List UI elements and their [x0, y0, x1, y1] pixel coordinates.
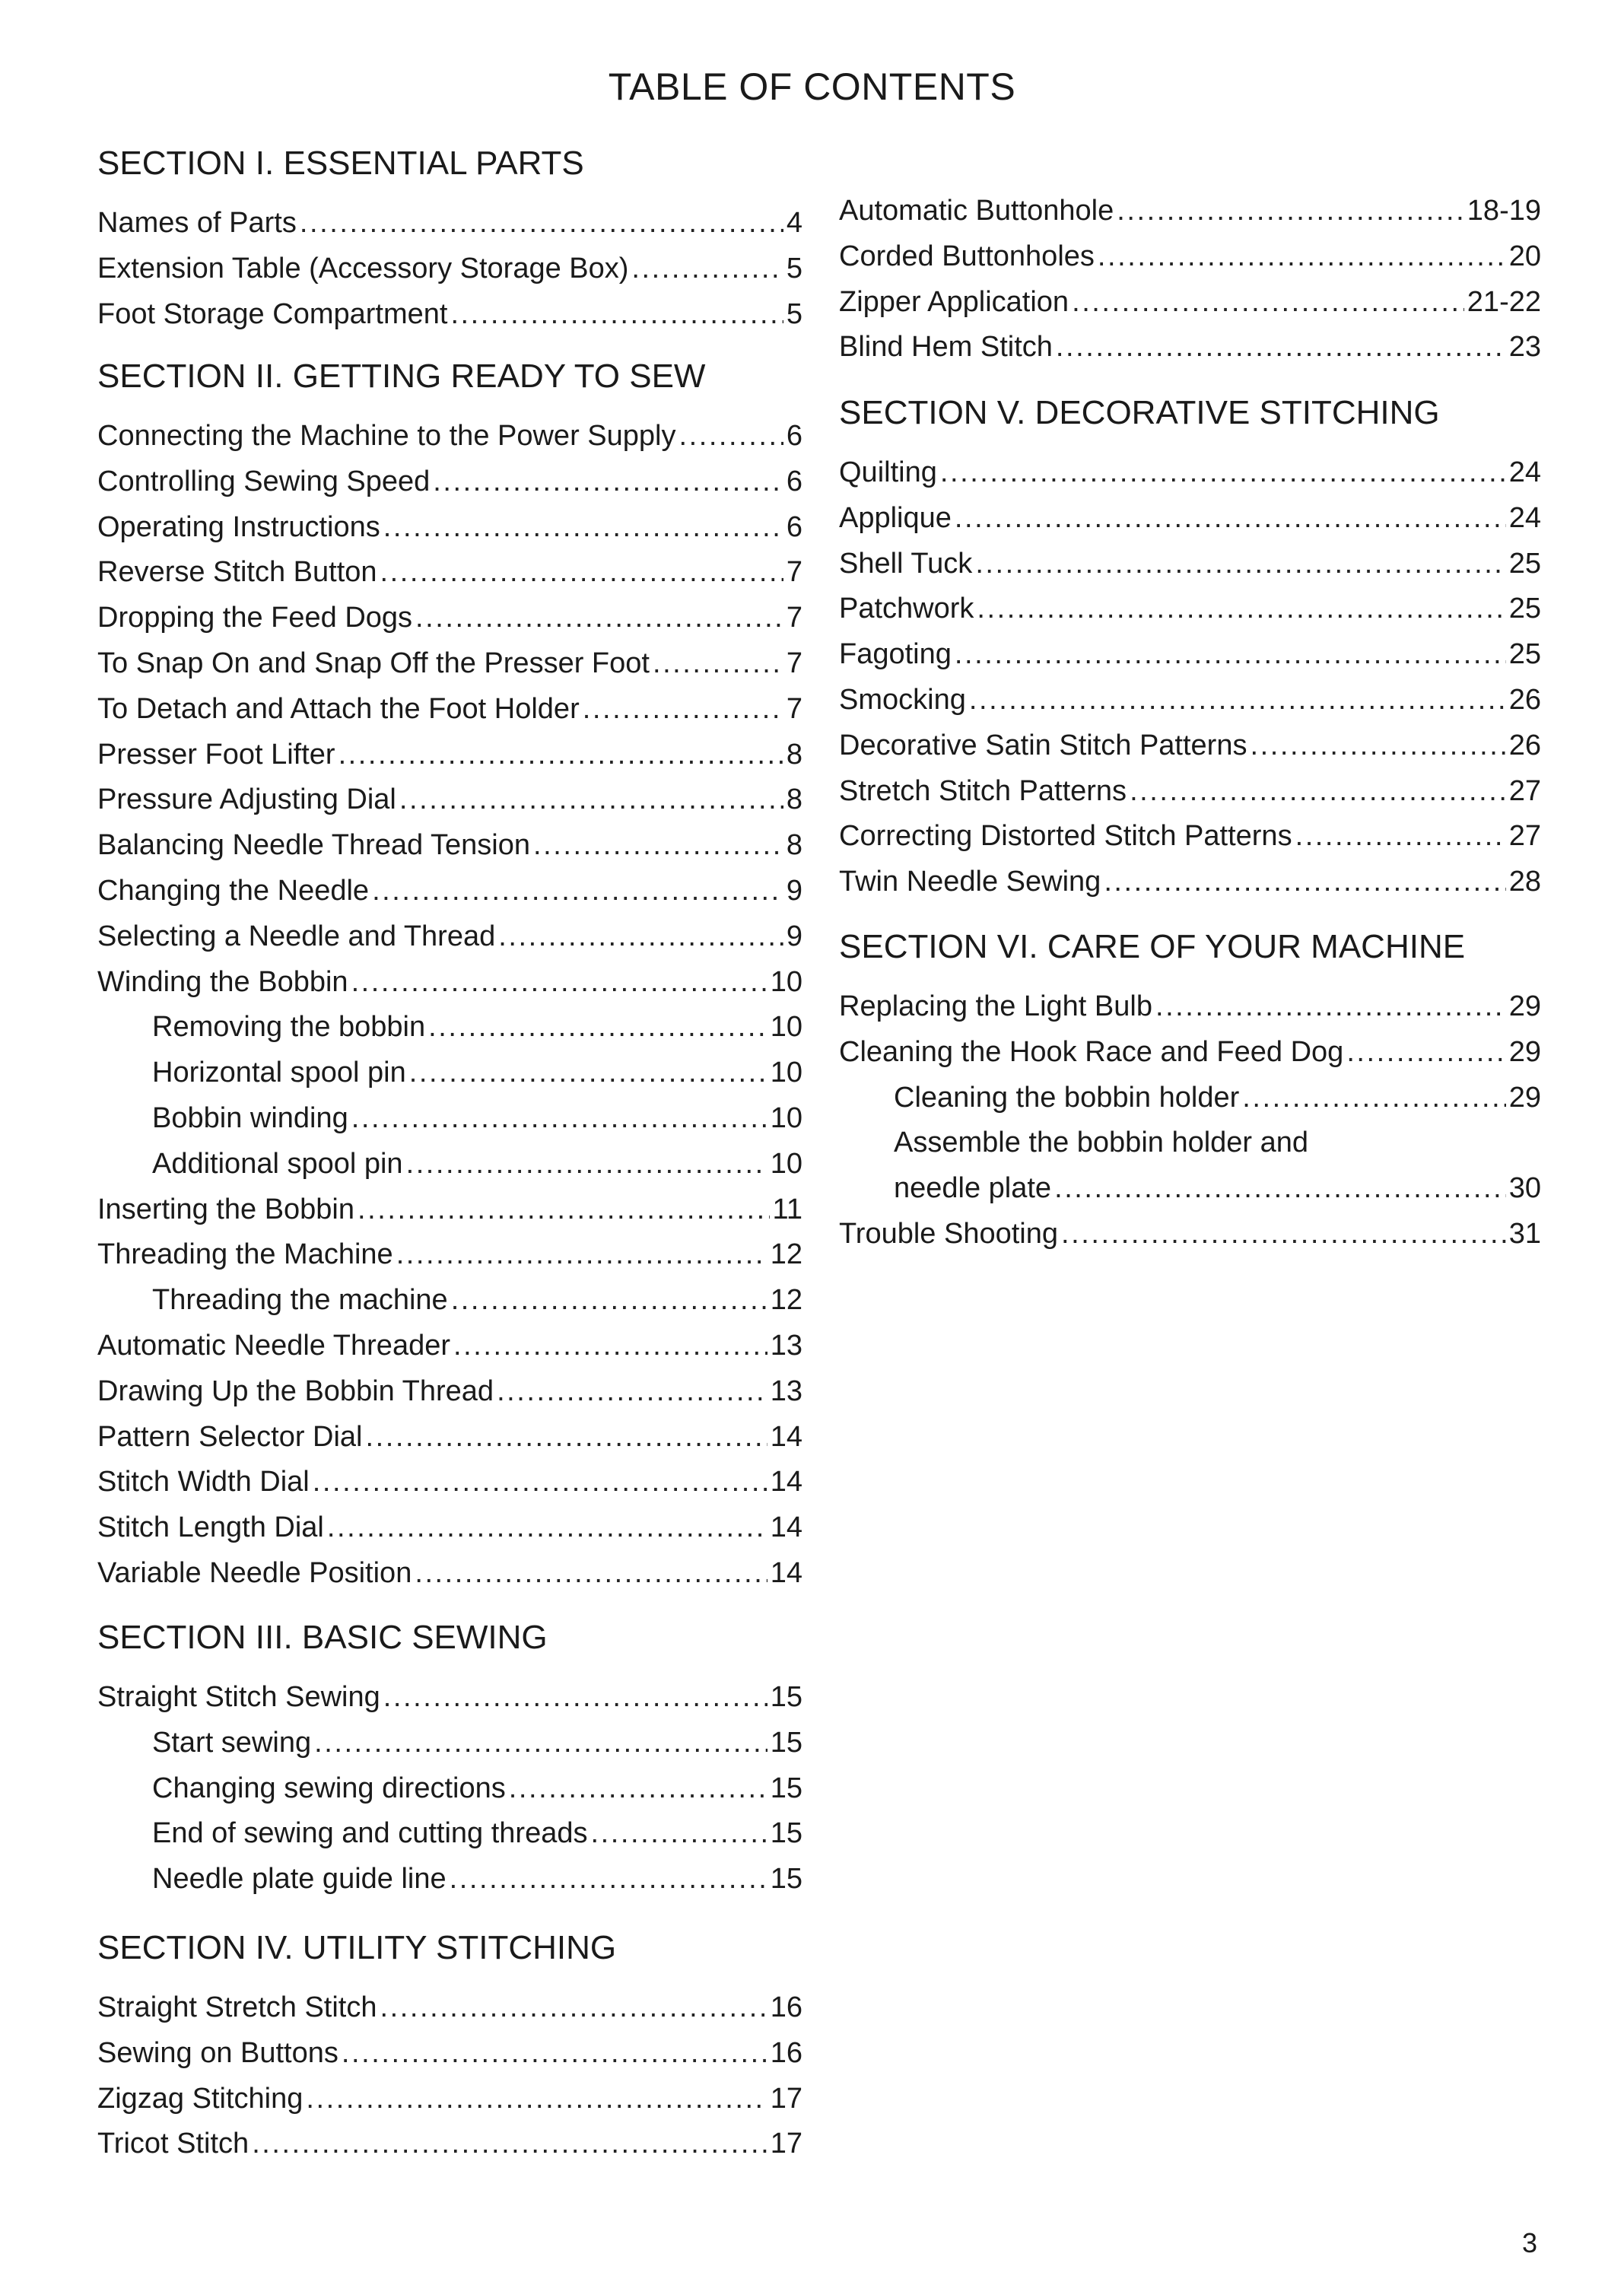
- toc-entry-label: Cleaning the bobbin holder: [894, 1082, 1240, 1114]
- toc-entry-page: 17: [770, 2083, 802, 2115]
- toc-entry-label: To Snap On and Snap Off the Presser Foot: [97, 647, 650, 679]
- toc-entry-label: Pattern Selector Dial: [97, 1421, 363, 1453]
- toc-entry-label: needle plate: [894, 1172, 1052, 1204]
- dot-leader: [252, 2125, 768, 2163]
- toc-entry[interactable]: [97, 295, 802, 333]
- toc-entry-label: Operating Instructions: [97, 511, 380, 543]
- toc-entry-page: 20: [1508, 240, 1541, 272]
- toc-entry-label: Winding the Bobbin: [97, 966, 348, 998]
- toc-entry-page: 15: [770, 1727, 802, 1759]
- toc-entry[interactable]: [97, 204, 802, 242]
- toc-entry-page: 14: [770, 1511, 802, 1543]
- toc-entry[interactable]: [839, 772, 1541, 810]
- toc-entry[interactable]: [97, 1724, 802, 1762]
- toc-entry-label: Sewing on Buttons: [97, 2037, 338, 2069]
- toc-entry-label: To Detach and Attach the Foot Holder: [97, 693, 580, 725]
- toc-entry[interactable]: [839, 453, 1541, 491]
- toc-entry-page: 25: [1508, 593, 1541, 625]
- dot-leader: [366, 1418, 768, 1456]
- toc-entry-page: 26: [1508, 684, 1541, 716]
- toc-entry-label: Zigzag Stitching: [97, 2083, 304, 2115]
- toc-entry[interactable]: [97, 1463, 802, 1501]
- toc-entry-page: 10: [770, 1102, 802, 1134]
- toc-entry-label: Changing sewing directions: [152, 1772, 506, 1804]
- toc-entry-page: 27: [1508, 775, 1541, 807]
- toc-entry[interactable]: [839, 590, 1541, 628]
- toc-entry-page: 24: [1508, 502, 1541, 534]
- dot-leader: [338, 736, 783, 774]
- toc-entry[interactable]: [97, 1054, 802, 1092]
- dot-leader: [450, 295, 783, 333]
- toc-entry-page: 8: [786, 783, 802, 815]
- toc-entry[interactable]: [839, 863, 1541, 901]
- toc-entry-page: 29: [1508, 990, 1541, 1022]
- toc-entry[interactable]: [97, 2034, 802, 2072]
- toc-entry[interactable]: [839, 987, 1541, 1025]
- toc-entry[interactable]: [97, 1099, 802, 1137]
- dot-leader: [380, 1988, 768, 2026]
- dot-leader: [415, 1554, 767, 1592]
- toc-entry-label: Quilting: [839, 456, 937, 488]
- section-heading: SECTION III. BASIC SEWING: [97, 1619, 548, 1656]
- toc-entry-page: 31: [1508, 1218, 1541, 1250]
- dot-leader: [498, 917, 783, 955]
- toc-entry-label: Removing the bobbin: [152, 1011, 426, 1043]
- toc-entry[interactable]: [97, 1508, 802, 1546]
- toc-entry[interactable]: [839, 1169, 1541, 1207]
- toc-entry-label: Zipper Application: [839, 286, 1069, 318]
- dot-leader: [380, 553, 783, 591]
- toc-entry-label: Straight Stretch Stitch: [97, 1991, 377, 2023]
- toc-entry[interactable]: [839, 283, 1541, 321]
- toc-entry[interactable]: [97, 1235, 802, 1273]
- toc-entry-label: Extension Table (Accessory Storage Box): [97, 253, 629, 284]
- toc-entry-label: Stretch Stitch Patterns: [839, 775, 1127, 807]
- toc-entry-page: 12: [770, 1284, 802, 1316]
- toc-entry-page: 10: [770, 1148, 802, 1180]
- toc-entry[interactable]: [97, 690, 802, 728]
- toc-entry[interactable]: [97, 508, 802, 546]
- toc-entry-page: 10: [770, 966, 802, 998]
- toc-entry[interactable]: [97, 872, 802, 910]
- dot-leader: [969, 681, 1506, 719]
- page-title: TABLE OF CONTENTS: [608, 65, 1016, 108]
- dot-leader: [314, 1724, 768, 1762]
- toc-entry-label: Assemble the bobbin holder and: [894, 1127, 1309, 1158]
- dot-leader: [977, 590, 1505, 628]
- toc-entry-page: 16: [770, 2037, 802, 2069]
- dot-leader: [372, 872, 783, 910]
- toc-entry-label: Correcting Distorted Stitch Patterns: [839, 820, 1292, 852]
- toc-entry-label: Drawing Up the Bobbin Thread: [97, 1375, 494, 1407]
- toc-entry-page: 5: [786, 298, 802, 330]
- toc-entry-label: Corded Buttonholes: [839, 240, 1095, 272]
- dot-leader: [1130, 772, 1506, 810]
- toc-entry-label: Threading the Machine: [97, 1238, 393, 1270]
- dot-leader: [1104, 863, 1505, 901]
- dot-leader: [1061, 1215, 1506, 1253]
- dot-leader: [300, 204, 783, 242]
- toc-entry-page: 24: [1508, 456, 1541, 488]
- toc-entry-page: 13: [770, 1375, 802, 1407]
- toc-entry[interactable]: [97, 462, 802, 501]
- toc-entry-page: 8: [786, 829, 802, 861]
- dot-leader: [453, 1327, 768, 1365]
- dot-leader: [406, 1145, 768, 1183]
- toc-entry-page: 6: [786, 466, 802, 497]
- dot-leader: [383, 1678, 768, 1716]
- dot-leader: [1072, 283, 1464, 321]
- toc-entry-label: Smocking: [839, 684, 966, 716]
- toc-entry-label: Dropping the Feed Dogs: [97, 602, 413, 634]
- toc-entry-page: 7: [786, 693, 802, 725]
- toc-entry-label: Horizontal spool pin: [152, 1057, 406, 1089]
- toc-entry-page: 28: [1508, 866, 1541, 898]
- dot-leader: [533, 826, 783, 864]
- toc-entry-label: Balancing Needle Thread Tension: [97, 829, 530, 861]
- toc-entry-label: Shell Tuck: [839, 548, 973, 580]
- toc-entry-page: 10: [770, 1011, 802, 1043]
- toc-entry-page: 11: [772, 1193, 802, 1225]
- toc-entry[interactable]: [839, 499, 1541, 537]
- dot-leader: [396, 1235, 768, 1273]
- toc-entry-label: Needle plate guide line: [152, 1863, 447, 1895]
- dot-leader: [1295, 817, 1506, 855]
- toc-entry-label: Controlling Sewing Speed: [97, 466, 431, 497]
- toc-entry-page: 15: [770, 1681, 802, 1713]
- toc-entry[interactable]: [839, 545, 1541, 583]
- dot-leader: [940, 453, 1506, 491]
- toc-entry-label: Threading the machine: [152, 1284, 448, 1316]
- toc-entry[interactable]: [97, 1145, 802, 1183]
- dot-leader: [975, 545, 1505, 583]
- toc-entry[interactable]: [97, 1554, 802, 1592]
- toc-entry-page: 10: [770, 1057, 802, 1089]
- toc-entry[interactable]: [97, 1769, 802, 1807]
- toc-entry-page: 29: [1508, 1036, 1541, 1068]
- dot-leader: [327, 1508, 768, 1546]
- toc-entry[interactable]: [97, 249, 802, 288]
- section-heading: SECTION II. GETTING READY TO SEW: [97, 358, 706, 395]
- toc-entry-page: 16: [770, 1991, 802, 2023]
- toc-entry-label: Automatic Buttonhole: [839, 195, 1114, 227]
- toc-entry-page: 7: [786, 602, 802, 634]
- toc-entry-label: Presser Foot Lifter: [97, 739, 335, 771]
- dot-leader: [358, 1190, 770, 1228]
- toc-entry[interactable]: [97, 780, 802, 818]
- toc-entry-page: 14: [770, 1557, 802, 1589]
- toc-entry-page: 14: [770, 1466, 802, 1498]
- toc-entry-page: 26: [1508, 729, 1541, 761]
- section-heading: SECTION VI. CARE OF YOUR MACHINE: [839, 928, 1466, 965]
- toc-entry[interactable]: [97, 553, 802, 591]
- dot-leader: [313, 1463, 768, 1501]
- toc-entry[interactable]: [97, 1860, 802, 1898]
- dot-leader: [1242, 1079, 1505, 1117]
- dot-leader: [383, 508, 783, 546]
- dot-leader: [451, 1281, 768, 1319]
- dot-leader: [631, 249, 783, 288]
- toc-entry-page: 29: [1508, 1082, 1541, 1114]
- toc-entry-label: Stitch Width Dial: [97, 1466, 310, 1498]
- toc-entry[interactable]: [839, 1215, 1541, 1253]
- toc-entry-page: 27: [1508, 820, 1541, 852]
- toc-entry[interactable]: [97, 417, 802, 455]
- toc-entry[interactable]: [97, 599, 802, 637]
- toc-entry-label: Trouble Shooting: [839, 1218, 1059, 1250]
- dot-leader: [399, 780, 783, 818]
- toc-entry[interactable]: [97, 1008, 802, 1046]
- toc-entry-page: 8: [786, 739, 802, 771]
- dot-leader: [342, 2034, 768, 2072]
- dot-leader: [409, 1054, 768, 1092]
- toc-entry-label: Start sewing: [152, 1727, 312, 1759]
- toc-entry[interactable]: [839, 635, 1541, 673]
- toc-entry[interactable]: [839, 237, 1541, 275]
- toc-entry-page: 9: [786, 875, 802, 907]
- toc-entry-page: 9: [786, 920, 802, 952]
- toc-entry-page: 12: [770, 1238, 802, 1270]
- toc-entry[interactable]: [839, 1033, 1541, 1071]
- toc-entry-label: Reverse Stitch Button: [97, 556, 377, 588]
- toc-entry-label: Bobbin winding: [152, 1102, 348, 1134]
- toc-entry[interactable]: [97, 1372, 802, 1410]
- toc-entry-label: Patchwork: [839, 593, 974, 625]
- toc-entry[interactable]: [97, 2080, 802, 2118]
- toc-entry[interactable]: [97, 1327, 802, 1365]
- dot-leader: [428, 1008, 768, 1046]
- dot-leader: [1056, 328, 1506, 366]
- page-number: 3: [1521, 2227, 1537, 2258]
- toc-entry-label: Twin Needle Sewing: [839, 866, 1101, 898]
- toc-entry-label: Connecting the Machine to the Power Supply: [97, 420, 676, 452]
- toc-entry-label: Tricot Stitch: [97, 2128, 249, 2160]
- dot-leader: [306, 2080, 767, 2118]
- toc-entry-label: Additional spool pin: [152, 1148, 403, 1180]
- toc-entry-label: Replacing the Light Bulb: [839, 990, 1152, 1022]
- toc-entry[interactable]: [97, 2125, 802, 2163]
- toc-entry-page: 7: [786, 647, 802, 679]
- toc-entry-label: Pressure Adjusting Dial: [97, 783, 396, 815]
- dot-leader: [1346, 1033, 1505, 1071]
- toc-entry[interactable]: [97, 1190, 802, 1228]
- toc-entry[interactable]: [97, 826, 802, 864]
- toc-entry-label: Blind Hem Stitch: [839, 331, 1053, 363]
- toc-entry-page: 15: [770, 1863, 802, 1895]
- dot-leader: [591, 1814, 768, 1852]
- toc-entry-label: End of sewing and cutting threads: [152, 1817, 588, 1849]
- toc-entry-page: 18-19: [1467, 195, 1541, 227]
- dot-leader: [955, 499, 1506, 537]
- toc-entry-page: 13: [770, 1330, 802, 1362]
- toc-entry[interactable]: [839, 726, 1541, 764]
- toc-entry-label: Automatic Needle Threader: [97, 1330, 450, 1362]
- toc-entry-label: Variable Needle Position: [97, 1557, 412, 1589]
- toc-entry-page: 15: [770, 1817, 802, 1849]
- toc-entry-label: Decorative Satin Stitch Patterns: [839, 729, 1247, 761]
- toc-entry-page: 15: [770, 1772, 802, 1804]
- dot-leader: [415, 599, 783, 637]
- toc-entry-page: 6: [786, 420, 802, 452]
- toc-entry-page: 14: [770, 1421, 802, 1453]
- toc-entry-page: 25: [1508, 548, 1541, 580]
- toc-entry[interactable]: [839, 681, 1541, 719]
- toc-entry-label: Straight Stitch Sewing: [97, 1681, 380, 1713]
- toc-entry[interactable]: [97, 1281, 802, 1319]
- dot-leader: [509, 1769, 768, 1807]
- toc-entry-page: 25: [1508, 638, 1541, 670]
- toc-entry[interactable]: [839, 192, 1541, 230]
- dot-leader: [351, 963, 768, 1001]
- toc-entry[interactable]: [97, 1988, 802, 2026]
- toc-entry[interactable]: [97, 736, 802, 774]
- section-heading: SECTION I. ESSENTIAL PARTS: [97, 145, 584, 182]
- toc-entry-page: 7: [786, 556, 802, 588]
- toc-entry[interactable]: [839, 1079, 1541, 1117]
- dot-leader: [955, 635, 1506, 673]
- toc-entry[interactable]: [839, 817, 1541, 855]
- toc-entry-label: Fagoting: [839, 638, 952, 670]
- toc-entry-label: Stitch Length Dial: [97, 1511, 324, 1543]
- dot-leader: [351, 1099, 768, 1137]
- toc-entry[interactable]: [97, 963, 802, 1001]
- dot-leader: [653, 644, 783, 682]
- toc-entry[interactable]: [97, 1814, 802, 1852]
- toc-entry-label: Inserting the Bobbin: [97, 1193, 355, 1225]
- dot-leader: [1098, 237, 1506, 275]
- toc-entry-label: Selecting a Needle and Thread: [97, 920, 496, 952]
- dot-leader: [1117, 192, 1464, 230]
- toc-entry-label: Changing the Needle: [97, 875, 370, 907]
- toc-entry-page: 30: [1508, 1172, 1541, 1204]
- toc-entry[interactable]: [97, 644, 802, 682]
- section-heading: SECTION IV. UTILITY STITCHING: [97, 1929, 617, 1966]
- dot-leader: [1250, 726, 1505, 764]
- dot-leader: [1155, 987, 1506, 1025]
- toc-entry-label: Foot Storage Compartment: [97, 298, 448, 330]
- dot-leader: [497, 1372, 768, 1410]
- toc-entry-page: 23: [1508, 331, 1541, 363]
- toc-entry[interactable]: [97, 917, 802, 955]
- toc-entry-page: 6: [786, 511, 802, 543]
- toc-entry-page: 5: [786, 253, 802, 284]
- toc-entry-page: 21-22: [1467, 286, 1541, 318]
- toc-entry-label: Names of Parts: [97, 207, 297, 239]
- dot-leader: [1054, 1169, 1506, 1207]
- toc-entry-page: 17: [770, 2128, 802, 2160]
- toc-entry[interactable]: [97, 1678, 802, 1716]
- section-heading: SECTION V. DECORATIVE STITCHING: [839, 394, 1440, 431]
- dot-leader: [583, 690, 783, 728]
- dot-leader: [679, 417, 783, 455]
- dot-leader: [450, 1860, 768, 1898]
- toc-entry[interactable]: [839, 328, 1541, 366]
- dot-leader: [433, 462, 783, 501]
- toc-entry[interactable]: [839, 1124, 1541, 1162]
- toc-entry-label: Applique: [839, 502, 952, 534]
- toc-entry-page: 4: [786, 207, 802, 239]
- toc-entry-label: Cleaning the Hook Race and Feed Dog: [839, 1036, 1344, 1068]
- toc-entry[interactable]: [97, 1418, 802, 1456]
